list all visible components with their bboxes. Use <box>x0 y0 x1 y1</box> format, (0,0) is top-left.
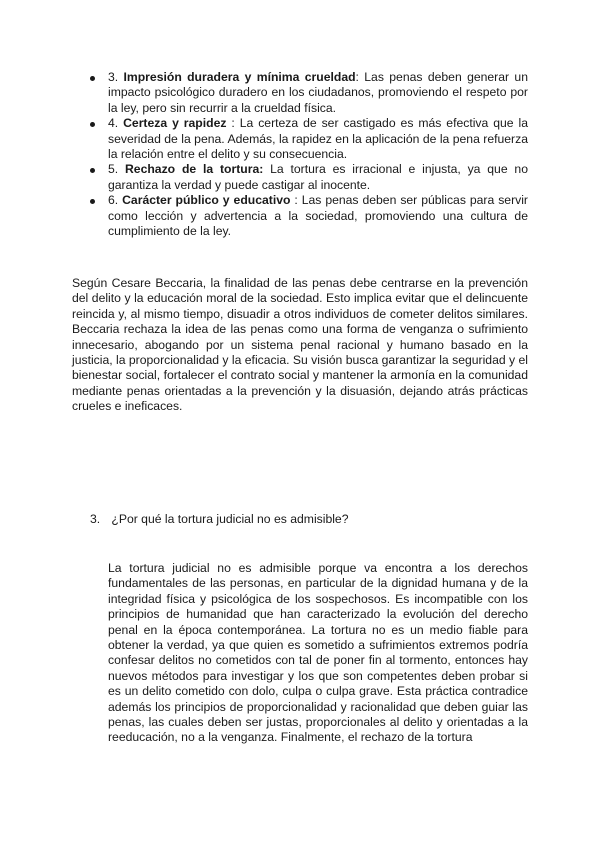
item-text: La tortura es irracional e injusta, ya que no garantiza la verdad y puede castigar al inocente. <box>108 162 528 192</box>
item-text: : Las penas deben generar un impacto psicológico duradero en los ciudadanos, promoviendo el respeto por la ley, pero sin recurrir a la crueldad física. <box>108 70 528 115</box>
list-item <box>90 162 528 193</box>
item-title: Carácter público y educativo <box>122 193 291 208</box>
bullet-icon <box>90 76 95 81</box>
bullet-icon <box>90 199 95 204</box>
question-number: 3. <box>90 512 101 526</box>
list-item <box>90 116 528 162</box>
question-text: ¿Por qué la tortura judicial no es admisible? <box>111 512 349 526</box>
answer-paragraph: La tortura judicial no es admisible porque va encontra a los derechos fundamentales de las personas, en particular de la dignidad humana y de la integridad física y psicológica de los sospechosos. Es incompatible con los principios de humanidad que han caracterizado la evolución del derecho penal en la época contemporánea. La tortura no es un medio fiable para obtener la verdad, ya que quien es sometido a sufrimientos extremos podría confesar delitos no cometidos con tal de poner fin al tormento, entonces hay nuevos métodos para investigar y los que son competentes deben probar si es un delito cometido con dolo, culpa o culpa grave. Esta práctica contradice además los principios de proporcionalidad y racionalidad que deben guiar las penas, las cuales deben ser justas, proporcionales al delito y orientadas a la reeducación, no a la venganza. Finalmente, el rechazo de la tortura <box>108 561 528 745</box>
item-title: Rechazo de la tortura: <box>125 162 264 177</box>
item-text: : La certeza de ser castigado es más efectiva que la severidad de la pena. Además, la rapidez en la aplicación de la pena refuerza la relación entre el delito y su consecuencia. <box>108 116 528 162</box>
bullet-icon <box>90 122 95 127</box>
question-heading <box>90 512 530 527</box>
item-number: 6. <box>108 193 123 208</box>
item-number: 4. <box>108 116 124 131</box>
bullet-icon <box>90 168 95 173</box>
list-item <box>90 193 528 239</box>
item-number: 5. <box>108 162 125 177</box>
item-number: 3. <box>108 70 124 84</box>
list-item <box>90 70 528 116</box>
item-title: Impresión duradera y mínima crueldad <box>123 70 356 84</box>
principles-list <box>90 70 528 239</box>
beccaria-paragraph: Según Cesare Beccaria, la finalidad de las penas debe centrarse en la prevención del delito y la educación moral de la sociedad. Esto implica evitar que el delincuente reincida y, al mismo tiempo, disuadir a otros individuos de cometer delitos similares. Beccaria rechaza la idea de las penas como una forma de venganza o sufrimiento innecesario, abogando por un sistema penal racional y humano basado en la justicia, la proporcionalidad y la eficacia. Su visión busca garantizar la seguridad y el bienestar social, fortalecer el contrato social y mantener la armonía en la comunidad mediante penas orientadas a la prevención y la disuasión, dejando atrás prácticas crueles e ineficaces. <box>72 276 528 414</box>
item-text: : Las penas deben ser públicas para servir como lección y advertencia a la sociedad, promoviendo una cultura de cumplimiento de la ley. <box>108 193 528 239</box>
item-title: Certeza y rapidez <box>123 116 227 131</box>
